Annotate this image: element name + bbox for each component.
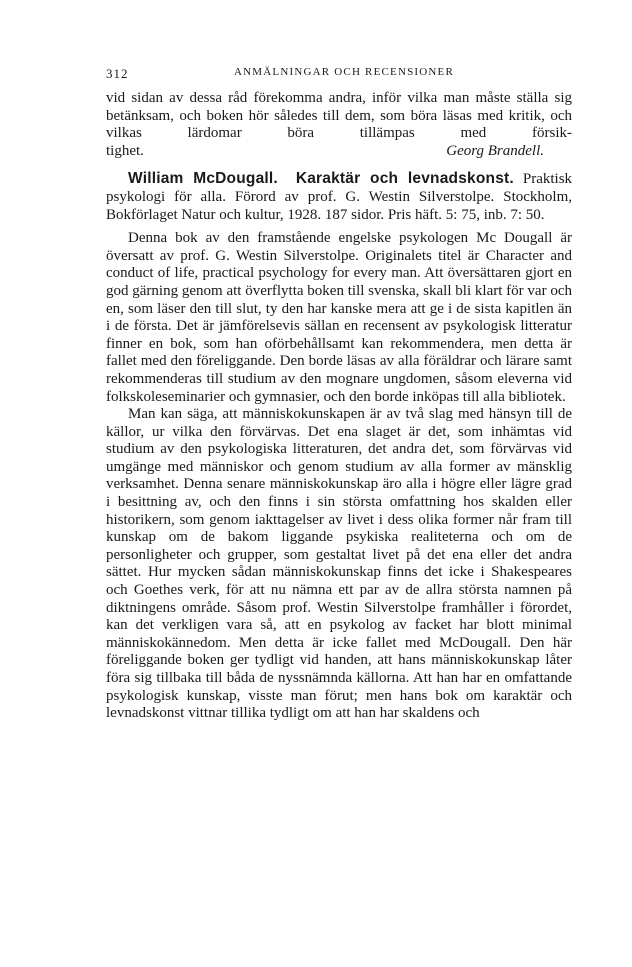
review-paragraph-2: Man kan säga, att människokunskapen är av två slag med hänsyn till de källor, ur vilka den förvärvas. Det ena slaget är det, som inhämtas vid studium av den psykologiska litteraturen, det andra det, som förvärvas vid umgänge med människor och genom studium av alla former av mänsklig verksamhet. Denna senare människokunskap äro alla i högre eller lägre grad i besittning av, och den finns i sin största omfattning hos skalden eller historikern, som genom iakttagelser av livet i dess olika former når fram till kunskap om de bakom liggande psykiska realiteterna och om de personligheter och grupper, som gestaltat livet på det ena eller det andra sättet. Hur mycken sådan människokunskap finns det icke i Shakespeares och Goethes verk, för att nu nämna ett par av de allra största namnen på diktningens område. Såsom prof. Westin Silverstolpe framhåller i förordet, kan det verkligen vara så, att en psykolog av facket har blott minimal människokännedom. Men detta är icke fallet med McDougall. Den här föreliggande boken ger tydligt vid handen, att hans människokunskap låter föra sig tillbaka till båda de nyssnämnda källorna. Att han har en omfattande psykologisk kunskap, visste man förut; men hans bok om karaktär och levnadskonst vittnar tillika tydligt om att han har skaldens och: [106, 406, 572, 722]
reviewer-signature: Georg Brandell.: [446, 142, 544, 159]
review-paragraph-1: Denna bok av den framstående engelske psykologen Mc Dougall är översatt av prof. G. Westin Silverstolpe. Originalets titel är Character and conduct of life, practical psychology for every man. Att översättaren gjort en god gärning genom att överflytta boken till svenska, skall bli klart för var och en, som läser den till slut, ty den har kanske mera att ge i de sista kapitlen än i de första. Det är jämförelsevis sällan en recensent av psykologisk litteratur finner en bok, som han oförbehållsamt kan rekommendera, men detta är fallet med den föreliggande. Den borde läsas av alla föräldrar och lärare samt rekommenderas till studium av den mognare ungdomen, såsom eleverna vid folkskoleseminarier och gymnasier, och den borde inköpas till alla bibliotek.: [106, 230, 572, 405]
previous-review-closing: [106, 143, 572, 161]
previous-review-last-word: tighet.: [106, 142, 144, 159]
review-heading: [106, 170, 572, 224]
previous-review-text: vid sidan av dessa råd förekomma andra, inför vilka man måste ställa sig betänksam, och boken hör således till dem, som böra läsas med kritik, och vilkas lärdomar böra tillämpas med försik-: [106, 90, 572, 142]
review-book-author: William McDougall.: [128, 170, 278, 188]
page-number: 312: [106, 66, 129, 81]
page: [106, 62, 572, 723]
review-book-title: Karaktär och levnadskonst.: [295, 170, 514, 188]
review-bibliographic-info: Praktisk psykologi för alla. Förord av prof. G. Westin Silverstolpe. Stockholm, Bokförlaget Natur och kultur, 1928. 187 sidor. Pris häft. 5: 75, inb. 7: 50.: [106, 171, 573, 223]
running-head-title: ANMÄLNINGAR OCH RECENSIONER: [234, 66, 455, 78]
running-head: [106, 62, 572, 82]
